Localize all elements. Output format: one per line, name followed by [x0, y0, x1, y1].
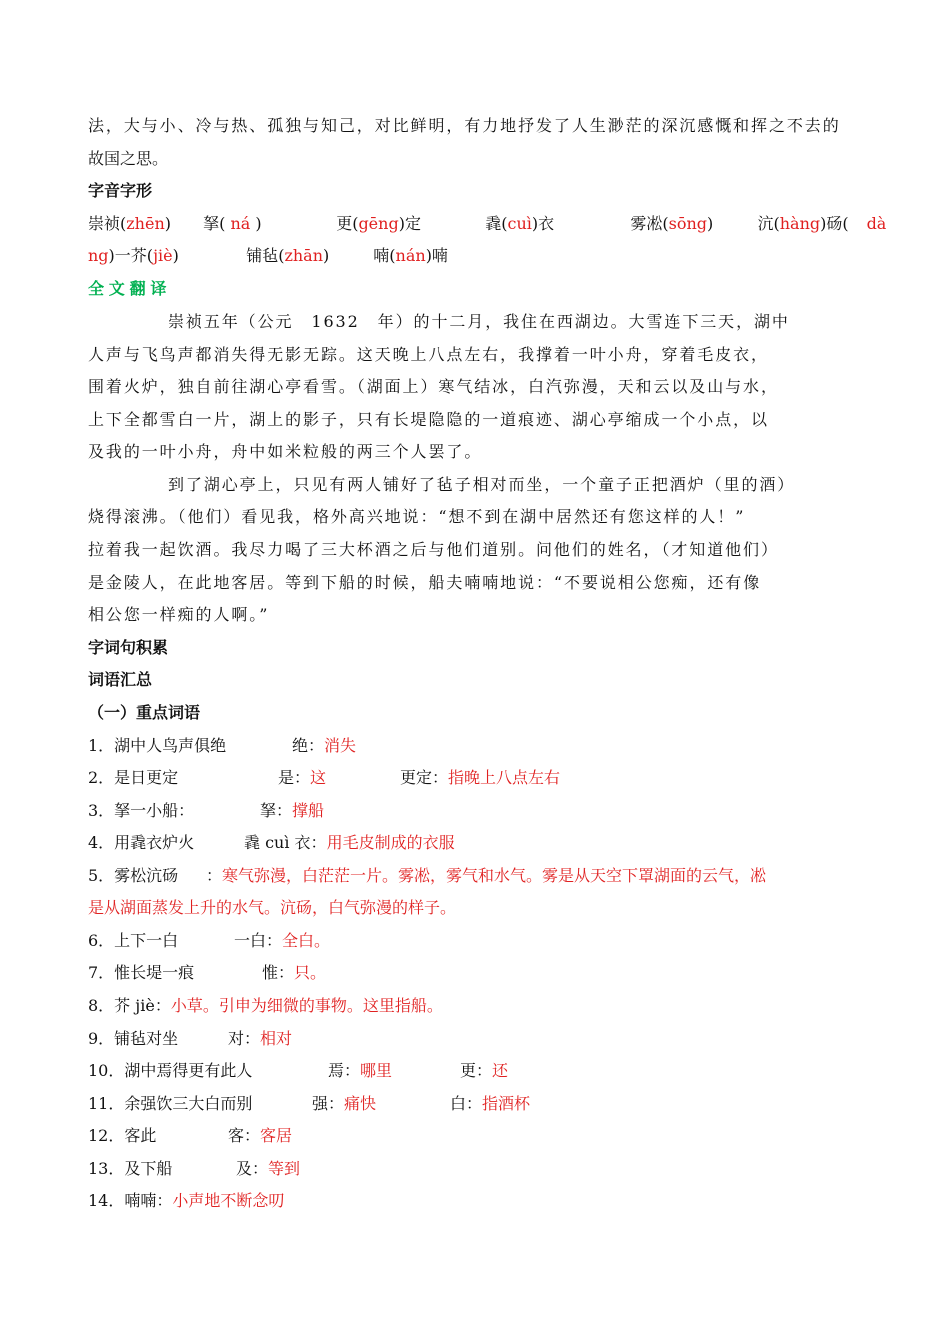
- vocab-item: 7．惟长堤一痕 惟：只。: [88, 963, 327, 982]
- vocab-item: 14．喃喃：小声地不断念叨: [88, 1191, 285, 1210]
- pinyin-item: 拏( ná ): [203, 214, 262, 233]
- vocab-item: 3．拏一小船： 拏：撑船: [88, 801, 325, 820]
- section-heading: 全文翻译: [88, 279, 172, 298]
- paragraph-line: 及我的一叶小舟，舟中如米粒般的两三个人罢了。: [88, 442, 483, 461]
- vocab-item: 6．上下一白 一白：全白。: [88, 931, 331, 950]
- vocab-item: 1．湖中人鸟声俱绝 绝：消失: [88, 736, 357, 755]
- vocab-item: 9．铺毡对坐 对：相对: [88, 1029, 293, 1048]
- paragraph-line: 上下全都雪白一片，湖上的影子，只有长堤隐隐的一道痕迹、湖心亭缩成一个小点，以: [88, 410, 769, 429]
- paragraph-line: 人声与飞鸟声都消失得无影无踪。这天晚上八点左右，我撑着一叶小舟，穿着毛皮衣，: [88, 345, 769, 364]
- paragraph-line: 到了湖心亭上，只见有两人铺好了毡子相对而坐，一个童子正把酒炉（里的酒）: [168, 475, 796, 494]
- pinyin-row: [88, 214, 887, 234]
- pinyin-item: 更(gēng)定: [336, 214, 421, 233]
- vocab-item: 4．用毳衣炉火 毳 cuì 衣：用毛皮制成的衣服: [88, 833, 455, 852]
- pinyin-item: jiè): [153, 246, 179, 265]
- vocab-item: 12．客此 客：客居: [88, 1126, 293, 1145]
- paragraph-line: 围着火炉，独自前往湖心亭看雪。（湖面上）寒气结冰，白汽弥漫，天和云以及山与水，: [88, 377, 779, 396]
- pinyin-item: 铺毡(zhān): [246, 246, 330, 265]
- paragraph-line: 烧得滚沸。（他们）看见我，格外高兴地说：“想不到在湖中居然还有您这样的人！”: [88, 507, 746, 526]
- paragraph-line: 拉着我一起饮酒。我尽力喝了三大杯酒之后与他们道别。问他们的姓名，（才知道他们）: [88, 540, 779, 559]
- section-heading: 字词句积累: [88, 638, 169, 657]
- paragraph-line: 是金陵人，在此地客居。等到下船的时候，船夫喃喃地说：“不要说相公您痴，还有像: [88, 573, 762, 592]
- vocab-item: 8．芥 jiè：小草。引申为细微的事物。这里指船。: [88, 996, 443, 1015]
- vocab-item: 11．余强饮三大白而别 强：痛快 白：指酒杯: [88, 1094, 531, 1113]
- pinyin-item: 崇祯(zhēn): [88, 214, 172, 233]
- pinyin-row: [88, 246, 868, 266]
- intro-line: 法，大与小、冷与热、孤独与知己，对比鲜明，有力地抒发了人生渺茫的深沉感慨和挥之不去的: [88, 116, 841, 135]
- section-heading: 字音字形: [88, 181, 153, 200]
- pinyin-item: ng)一芥(: [88, 246, 154, 265]
- sub-heading: 词语汇总: [88, 670, 153, 689]
- pinyin-item: 雾凇(sōng): [630, 214, 714, 233]
- vocab-item: 13．及下船 及：等到: [88, 1159, 301, 1178]
- paragraph-line: 崇祯五年（公元 1632 年）的十二月，我住在西湖边。大雪连下三天，湖中: [168, 312, 790, 331]
- pinyin-item: 沆(hàng)砀(: [757, 214, 849, 233]
- pinyin-item: dà: [866, 214, 887, 233]
- intro-line: 故国之思。: [88, 149, 169, 168]
- vocab-item: 10．湖中焉得更有此人 焉：哪里 更：还: [88, 1061, 509, 1080]
- paragraph-line: 相公您一样痴的人啊。”: [88, 605, 270, 624]
- vocab-item-continued: 是从湖面蒸发上升的水气。沆砀，白气弥漫的样子。: [88, 898, 457, 917]
- group-heading: （一）重点词语: [88, 703, 201, 722]
- pinyin-item: 毳(cuì)衣: [485, 214, 555, 233]
- vocab-item: 2．是日更定 是：这 更定：指晚上八点左右: [88, 768, 561, 787]
- vocab-item: 5．雾松沆砀 ：寒气弥漫，白茫茫一片。雾凇，雾气和水气。雾是从天空下罩湖面的云气，凇: [88, 866, 767, 885]
- pinyin-item: 喃(nán)喃: [373, 246, 448, 265]
